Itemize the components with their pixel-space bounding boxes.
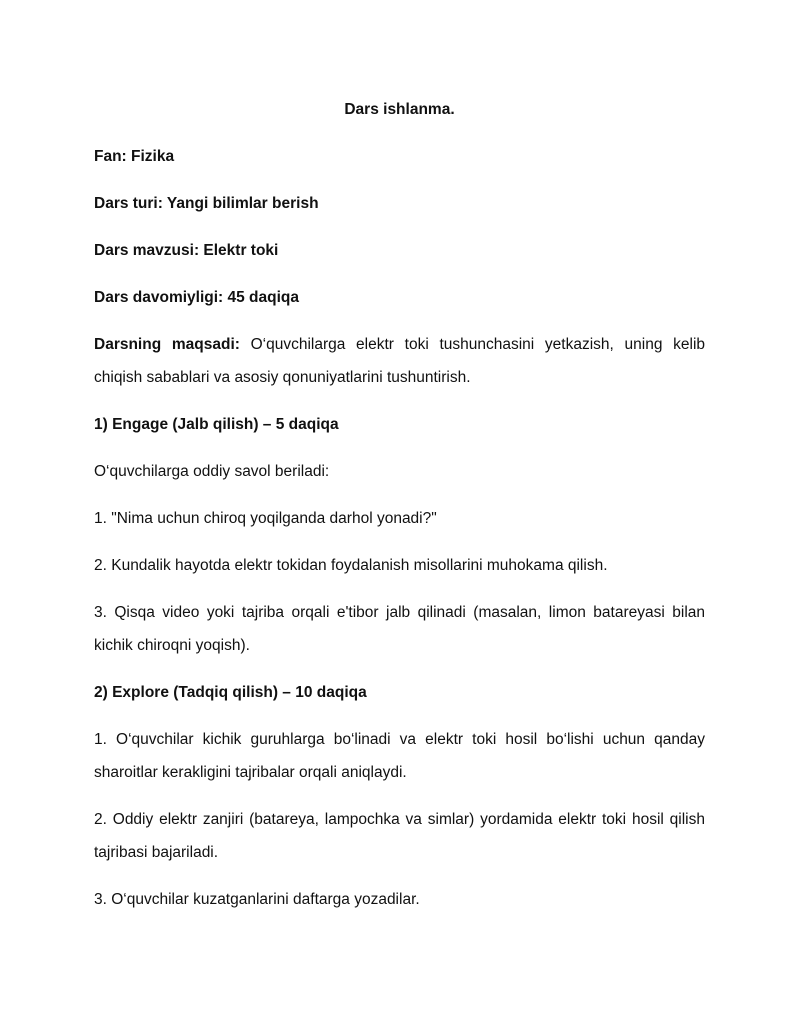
explore-heading: 2) Explore (Tadqiq qilish) – 10 daqiqa <box>94 684 367 701</box>
explore-item-2: 2. Oddiy elektr zanjiri (batareya, lampochka va simlar) yordamida elektr toki hosil qilish tajribasi bajariladi. <box>94 811 705 861</box>
engage-intro: O‘quvchilarga oddiy savol beriladi: <box>94 463 330 480</box>
document-page <box>94 93 705 930</box>
subject-line: Fan: Fizika <box>94 148 175 165</box>
lesson-goal-label: Darsning maqsadi: <box>94 336 240 353</box>
document-title: Dars ishlanma. <box>344 101 455 118</box>
lesson-topic-line: Dars mavzusi: Elektr toki <box>94 242 279 259</box>
engage-item-3: 3. Qisqa video yoki tajriba orqali e'tibor jalb qilinadi (masalan, limon batareyasi bilan kichik chiroqni yoqish). <box>94 604 705 654</box>
explore-item-3: 3. O‘quvchilar kuzatganlarini daftarga yozadilar. <box>94 891 420 908</box>
lesson-goal-paragraph <box>94 328 705 394</box>
lesson-type-line: Dars turi: Yangi bilimlar berish <box>94 195 319 212</box>
engage-heading: 1) Engage (Jalb qilish) – 5 daqiqa <box>94 416 339 433</box>
lesson-goal-text: O‘quvchilarga elektr toki tushunchasini yetkazish, uning kelib chiqish sabablari va asosiy qonuniyatlarini tushuntirish. <box>94 336 706 386</box>
engage-item-2: 2. Kundalik hayotda elektr tokidan foydalanish misollarini muhokama qilish. <box>94 557 608 574</box>
explore-item-1: 1. O‘quvchilar kichik guruhlarga bo‘linadi va elektr toki hosil bo‘lishi uchun qanday sharoitlar kerakligini tajribalar orqali aniqlaydi. <box>94 731 705 781</box>
engage-item-1: 1. "Nima uchun chiroq yoqilganda darhol yonadi?" <box>94 510 437 527</box>
lesson-duration-line: Dars davomiyligi: 45 daqiqa <box>94 289 300 306</box>
